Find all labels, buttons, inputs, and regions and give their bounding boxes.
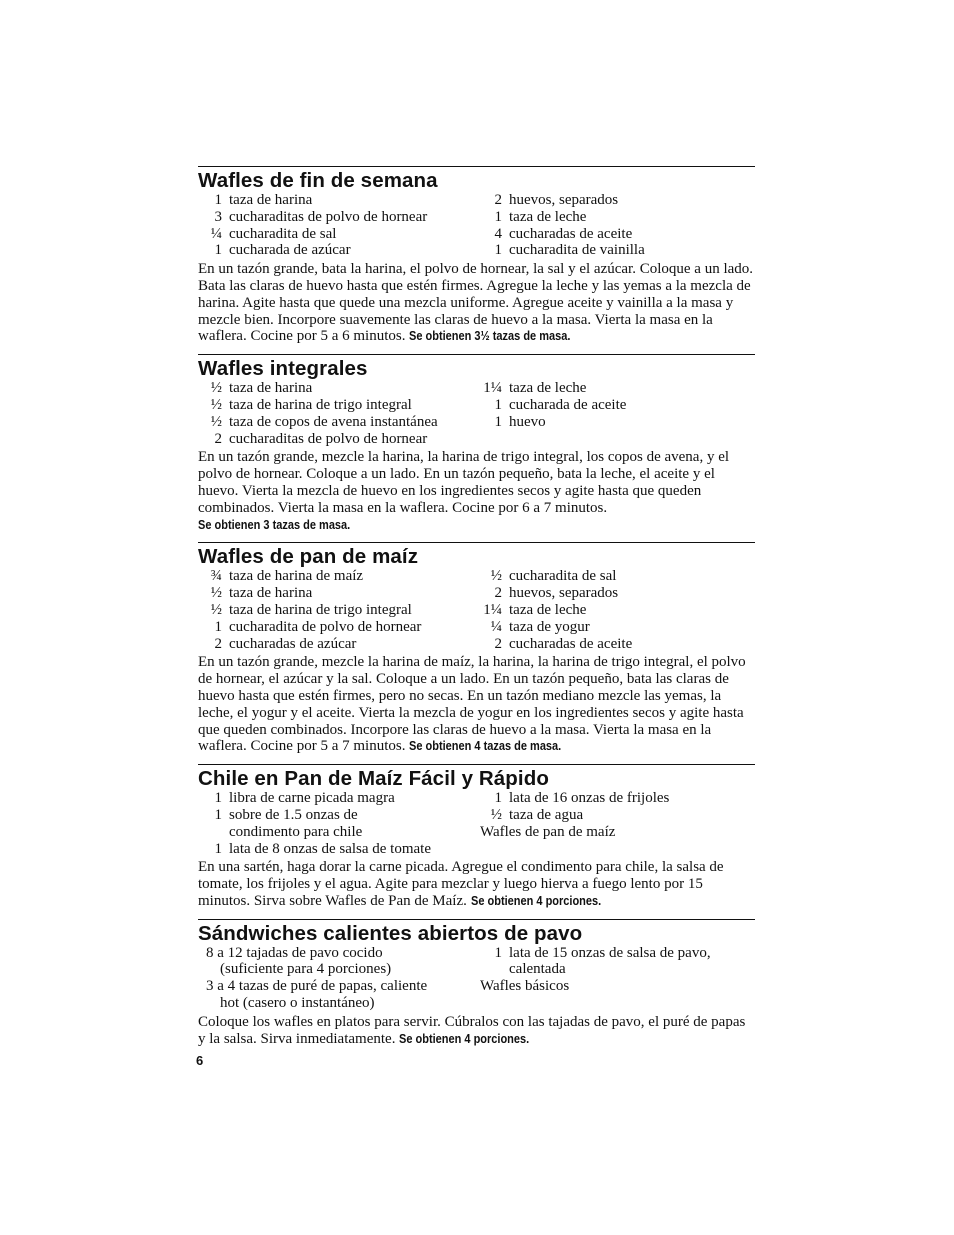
ingredient-qty: 1 — [494, 396, 502, 413]
ingredients-left — [198, 790, 488, 857]
ingredient-item: taza de harina — [229, 192, 313, 208]
recipe-yield: Se obtienen 4 porciones. — [470, 893, 601, 908]
ingredient-item: Wafles básicos — [480, 978, 570, 995]
ingredient-item: cucharadita de sal — [509, 568, 617, 585]
ingredient-qty: 1 — [494, 208, 502, 225]
recipe-yield: Se obtienen 4 tazas de masa. — [409, 739, 562, 754]
ingredient-item: cucharadas de aceite — [509, 635, 633, 652]
recipe-yield: Se obtienen 4 porciones. — [399, 1031, 530, 1046]
ingredients-left — [198, 945, 488, 1012]
ingredient-item: (suficiente para 4 porciones) — [220, 961, 392, 978]
ingredient-item: taza de leche — [509, 208, 587, 225]
ingredient-item: 8 a 12 tajadas de pavo cocido — [206, 944, 383, 961]
recipe-page — [198, 166, 755, 1056]
ingredient-item: lata de 8 onzas de salsa de tomate — [229, 840, 432, 857]
ingredient-row — [483, 380, 755, 397]
ingredient-qty: ½ — [210, 396, 222, 413]
recipe-integrales — [198, 354, 755, 533]
instructions — [198, 449, 755, 533]
ingredient-item: libra de carne picada magra — [229, 790, 395, 807]
ingredient-item: huevo — [509, 413, 546, 430]
ingredient-item: taza de harina — [229, 585, 313, 602]
ingredient-item: 3 a 4 tazas de puré de papas, caliente — [206, 978, 428, 995]
instructions — [198, 1014, 755, 1048]
ingredient-row — [198, 568, 488, 585]
ingredient-item: condimento para chile — [229, 823, 363, 840]
ingredient-qty: 1 — [214, 192, 222, 208]
ingredients — [198, 790, 755, 857]
recipe-title: Chile en Pan de Maíz Fácil y Rápido — [198, 767, 549, 791]
instructions — [198, 859, 755, 909]
ingredient-item: cucharada de aceite — [509, 396, 627, 413]
ingredient-row — [198, 397, 488, 414]
ingredient-row — [198, 585, 488, 602]
ingredient-row — [198, 226, 488, 243]
ingredient-row — [488, 414, 755, 431]
ingredient-qty: ¼ — [490, 618, 502, 635]
ingredient-item: cucharadas de azúcar — [229, 635, 357, 652]
ingredients-right — [480, 944, 755, 1012]
ingredient-row — [488, 568, 755, 585]
ingredient-row — [480, 978, 755, 995]
ingredient-row — [488, 209, 755, 226]
ingredients-left — [198, 380, 488, 447]
ingredient-qty: ½ — [210, 585, 222, 602]
ingredient-row — [198, 192, 488, 209]
ingredient-qty: ½ — [490, 806, 502, 823]
ingredient-row — [198, 636, 488, 653]
ingredient-row — [198, 961, 488, 978]
ingredient-row — [488, 226, 755, 243]
ingredient-row — [483, 601, 755, 619]
ingredient-row — [480, 823, 755, 841]
ingredient-item: huevos, separados — [509, 192, 619, 208]
ingredients-right — [488, 192, 755, 259]
instructions — [198, 654, 755, 755]
ingredient-row — [488, 961, 755, 978]
ingredient-row — [488, 636, 755, 653]
ingredients-right — [483, 568, 755, 652]
recipe-chile — [198, 764, 755, 910]
ingredient-item: cucharaditas de polvo de hornear — [229, 430, 428, 447]
ingredient-item: cucharadita de sal — [229, 225, 337, 242]
instructions-text: En una sartén, haga dorar la carne picada. Agregue el condimento para chile, la salsa de tomate, los frijoles y el agua. Agite para mezclar y luego hierva a fuego lento por 15 minutos. Sirva sobre Wafles de Pan de Maíz. — [198, 859, 724, 909]
recipe-title: Wafles de fin de semana — [198, 169, 438, 192]
instructions — [198, 261, 755, 345]
ingredient-item: taza de harina de maíz — [229, 568, 364, 585]
ingredient-item: taza de agua — [509, 806, 584, 823]
ingredient-row — [488, 397, 755, 414]
ingredient-row — [488, 945, 755, 962]
ingredient-row — [198, 242, 488, 259]
ingredient-item: taza de harina de trigo integral — [229, 396, 412, 413]
ingredient-item: calentada — [509, 961, 566, 978]
ingredient-row — [198, 209, 488, 226]
ingredient-item: cucharadita de vainilla — [509, 242, 645, 259]
ingredient-qty — [488, 961, 509, 978]
ingredients-left — [198, 192, 488, 259]
ingredient-qty: 2 — [494, 192, 502, 208]
ingredient-item: huevos, separados — [509, 585, 619, 602]
ingredient-item: taza de harina de trigo integral — [229, 601, 412, 618]
ingredient-qty: 1¼ — [483, 380, 502, 397]
ingredient-item: taza de leche — [509, 380, 587, 397]
ingredient-row — [488, 585, 755, 602]
recipe-pan-de-maiz — [198, 542, 755, 755]
ingredients — [198, 380, 755, 447]
ingredient-qty: 1 — [214, 618, 222, 635]
ingredient-item: lata de 16 onzas de frijoles — [509, 790, 670, 807]
recipe-title: Wafles integrales — [198, 357, 368, 381]
ingredient-qty: ¼ — [210, 225, 222, 242]
ingredient-row — [198, 995, 488, 1012]
ingredients-right — [483, 380, 755, 447]
ingredients — [198, 945, 755, 1012]
ingredient-item: lata de 15 onzas de salsa de pavo, — [509, 944, 711, 961]
ingredients-right — [480, 790, 755, 857]
instructions-text: En un tazón grande, mezcle la harina de maíz, la harina, la harina de trigo integral, el polvo de hornear, el azúcar y la sal. Coloque a un lado. En un tazón pequeño, bata las claras de huevo hasta que estén firmes, pero no secas. En un tazón mediano mezcle las yemas, la leche, el yogur y el aceite. Vierta la mezcla de yogur en los ingredientes secos y agite hasta que queden combinados. Incorpore las claras de huevo a la masa. Vierta la masa en la waflera. Cocine por 5 a 7 minutos. — [198, 654, 746, 755]
ingredient-qty: 3 — [214, 208, 222, 225]
ingredient-item: sobre de 1.5 onzas de — [229, 806, 358, 823]
ingredients — [198, 192, 755, 259]
ingredient-qty: 1 — [214, 806, 222, 823]
ingredient-row — [198, 380, 488, 397]
instructions-text: En un tazón grande, mezcle la harina, la harina de trigo integral, los copos de avena, y el polvo de hornear. Coloque a un lado. En un tazón pequeño, bata la leche, el aceite y el huevo. Vierta la mezcla de huevo en los ingredientes secos y agite hasta que queden combinados. Vierta la masa en la waflera. Cocine por 6 a 7 minutos. — [198, 449, 730, 516]
ingredient-qty: 2 — [214, 635, 222, 652]
ingredient-item: cucharada de azúcar — [229, 242, 351, 259]
ingredient-row — [198, 945, 488, 962]
ingredient-item: taza de harina — [229, 380, 313, 397]
ingredient-item: taza de leche — [509, 601, 587, 618]
ingredient-qty: 1¼ — [483, 601, 502, 618]
ingredient-item: cucharadita de polvo de hornear — [229, 618, 422, 635]
ingredient-item: cucharaditas de polvo de hornear — [229, 208, 428, 225]
page-number: 6 — [196, 1053, 204, 1068]
ingredient-qty: 1 — [494, 944, 502, 961]
ingredient-row — [198, 431, 488, 448]
ingredient-qty: 1 — [214, 242, 222, 259]
ingredient-row — [198, 602, 488, 619]
ingredient-qty: 2 — [214, 430, 222, 447]
ingredient-qty: 1 — [494, 790, 502, 807]
ingredient-qty: 1 — [494, 413, 502, 430]
ingredient-qty: 1 — [494, 242, 502, 259]
recipe-yield: Se obtienen 3 tazas de masa. — [198, 517, 351, 532]
ingredient-row — [198, 414, 488, 431]
recipe-title: Wafles de pan de maíz — [198, 545, 419, 569]
ingredient-row — [198, 824, 488, 841]
ingredient-row — [488, 242, 755, 259]
ingredient-qty: 1 — [214, 790, 222, 807]
ingredient-item: hot (casero o instantáneo) — [220, 995, 375, 1012]
ingredient-item: cucharadas de aceite — [509, 225, 633, 242]
ingredient-row — [198, 790, 488, 807]
ingredient-item: taza de copos de avena instantánea — [229, 413, 438, 430]
ingredient-qty: ¾ — [210, 568, 222, 585]
ingredient-row — [488, 807, 755, 824]
recipe-title: Sándwiches calientes abiertos de pavo — [198, 921, 583, 945]
ingredient-row — [198, 978, 488, 995]
ingredient-row — [198, 619, 488, 636]
ingredient-qty: 2 — [494, 635, 502, 652]
ingredient-row — [488, 192, 755, 209]
ingredient-qty: ½ — [210, 413, 222, 430]
ingredient-item: taza de yogur — [509, 618, 590, 635]
ingredient-row — [488, 619, 755, 636]
ingredient-qty: ½ — [210, 601, 222, 618]
ingredient-row — [198, 807, 488, 824]
ingredient-qty: 4 — [494, 225, 502, 242]
ingredient-row — [198, 841, 488, 858]
instructions-text: En un tazón grande, bata la harina, el polvo de hornear, la sal y el azúcar. Coloque a un lado. Bata las claras de huevo hasta que estén firmes. Agregue la leche y las yemas a la mezcla de harina. Agite hasta que quede una mezcla uniforme. Agregue aceite y vainilla a la masa y mezcle bien. Incorpore suavemente las claras de huevo a la masa. Vierta la masa en la waflera. Cocine por 5 a 6 minutos. — [198, 261, 754, 345]
ingredient-item: Wafles de pan de maíz — [480, 823, 616, 840]
ingredient-qty: ½ — [490, 568, 502, 585]
recipe-yield: Se obtienen 3½ tazas de masa. — [409, 329, 571, 344]
ingredient-qty — [198, 824, 229, 841]
ingredient-qty: ½ — [210, 380, 222, 397]
ingredient-qty: 1 — [214, 840, 222, 857]
instructions-text: Coloque los wafles en platos para servir. Cúbralos con las tajadas de pavo, el puré de papas y la salsa. Sirva inmediatamente. — [198, 1013, 746, 1047]
ingredients — [198, 568, 755, 652]
ingredient-row — [488, 790, 755, 807]
ingredient-qty: 2 — [494, 585, 502, 602]
ingredients-left — [198, 568, 488, 652]
recipe-sandwiches-pavo — [198, 919, 755, 1048]
recipe-fin-de-semana — [198, 166, 755, 345]
